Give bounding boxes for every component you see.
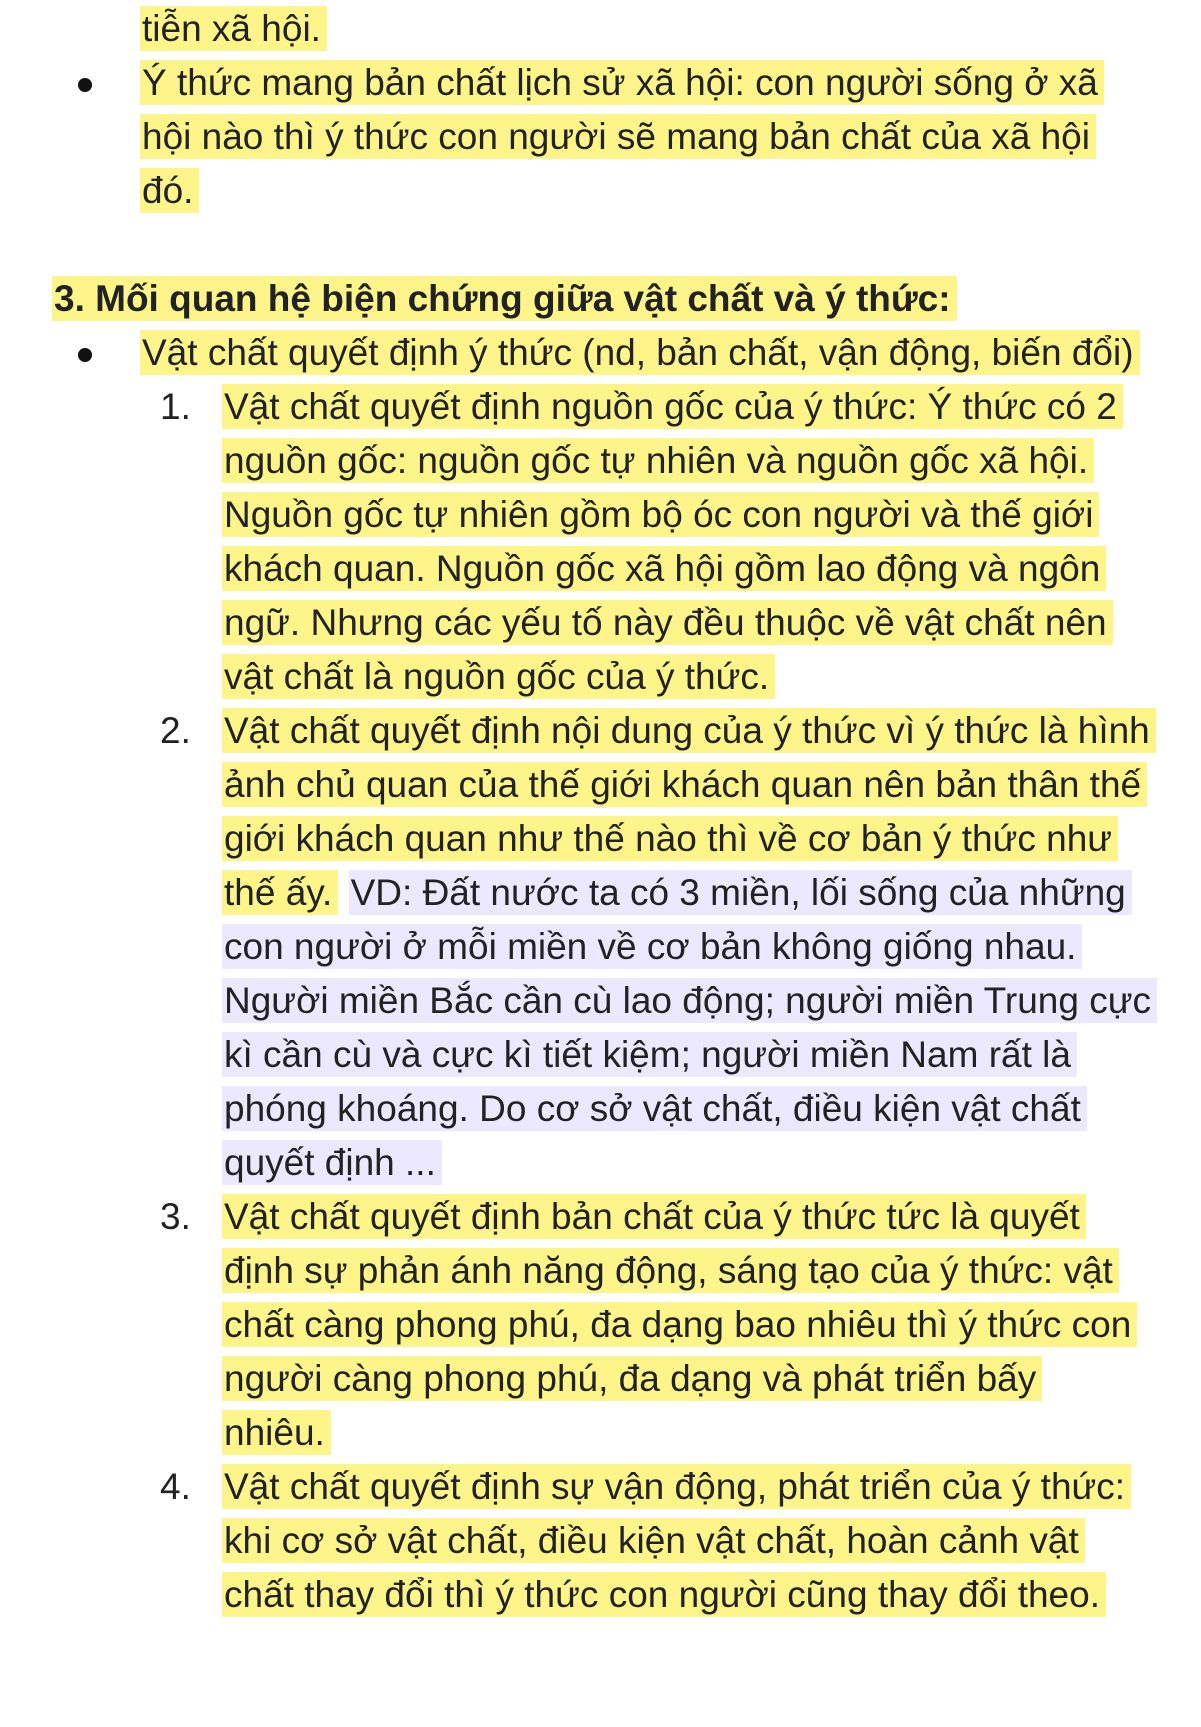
intro-tail-paragraph <box>140 2 1140 56</box>
numbered-item-2 <box>160 704 1152 1190</box>
bullet-dot-icon <box>78 78 92 92</box>
numbered-item-4 <box>160 1460 1152 1622</box>
bullet-item-history-text: Ý thức mang bản chất lịch sử xã hội: con người sống ở xã hội nào thì ý thức con người sẽ mang bản chất của xã hội đó. <box>140 60 1104 213</box>
numbered-item-label: 4. <box>160 1466 191 1507</box>
example-text: VD: Đất nước ta có 3 miền, lối sống của những con người ở mỗi miền về cơ bản không giống nhau. Người miền Bắc cần cù lao động; người miền Trung cực kì cần cù và cực kì tiết kiệm; người miền Nam rất là phóng khoáng. Do cơ sở vật chất, điều kiện vật chất quyết định ... <box>222 870 1157 1185</box>
numbered-item-3 <box>160 1190 1152 1460</box>
section-heading <box>52 272 1152 326</box>
numbered-item-label: 2. <box>160 710 191 751</box>
numbered-item-text: Vật chất quyết định nội dung của ý thức vì ý thức là hình ảnh chủ quan của thế giới khách quan nên bản thân thế giới khách quan như thế nào thì về cơ bản ý thức như thế ấy. <box>222 708 1156 915</box>
numbered-item-text: Vật chất quyết định bản chất của ý thức tức là quyết định sự phản ánh năng động, sáng tạo của ý thức: vật chất càng phong phú, đa dạng bao nhiêu thì ý thức con người càng phong phú, đa dạng và phát triển bấy nhiêu. <box>222 1194 1137 1455</box>
numbered-item-1 <box>160 380 1152 704</box>
numbered-item-text: Vật chất quyết định nguồn gốc của ý thức: Ý thức có 2 nguồn gốc: nguồn gốc tự nhiên và nguồn gốc xã hội. Nguồn gốc tự nhiên gồm bộ óc con người và thế giới khách quan. Nguồn gốc xã hội gồm lao động và ngôn ngữ. Nhưng các yếu tố này đều thuộc về vật chất nên vật chất là nguồn gốc của ý thức. <box>222 384 1123 699</box>
bullet-dot-icon <box>78 348 92 362</box>
bullet-item-matter <box>140 326 1140 380</box>
bullet-item-history <box>140 56 1140 218</box>
numbered-item-label: 3. <box>160 1196 191 1237</box>
section-heading-text: 3. Mối quan hệ biện chứng giữa vật chất và ý thức: <box>52 276 957 321</box>
intro-tail-text: tiễn xã hội. <box>140 6 327 51</box>
numbered-item-text: Vật chất quyết định sự vận động, phát triển của ý thức: khi cơ sở vật chất, điều kiện vật chất, hoàn cảnh vật chất thay đổi thì ý thức con người cũng thay đổi theo. <box>222 1464 1131 1617</box>
numbered-item-label: 1. <box>160 386 191 427</box>
bullet-item-matter-text: Vật chất quyết định ý thức (nd, bản chất, vận động, biến đổi) <box>140 330 1140 375</box>
